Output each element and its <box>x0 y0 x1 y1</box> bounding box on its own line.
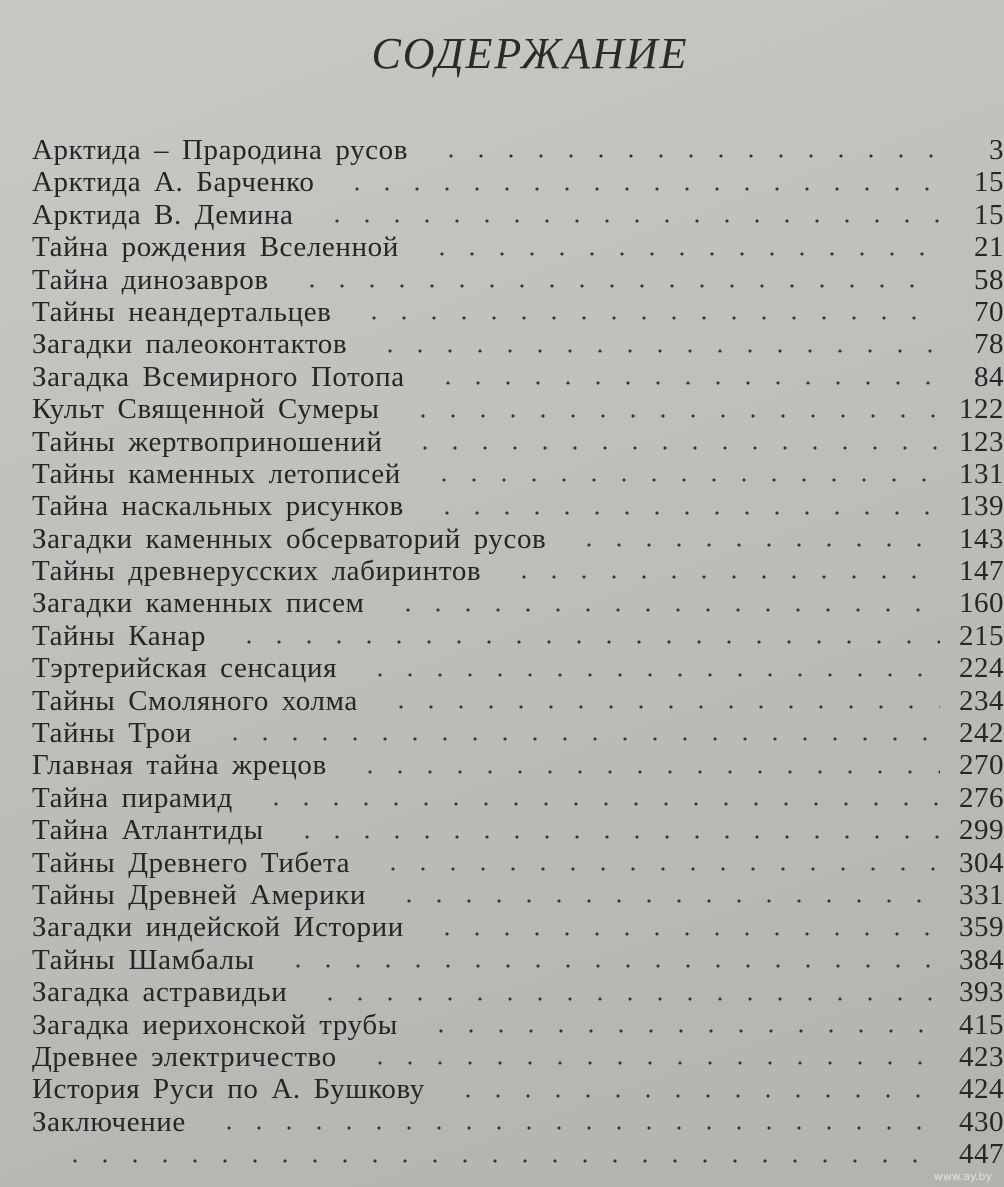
toc-entry-title: Загадка Всемирного Потопа <box>32 360 405 393</box>
dot-leader <box>369 349 940 353</box>
toc-entry-title: Древнее электричество <box>32 1040 337 1073</box>
toc-page-number: 242 <box>959 717 1004 750</box>
toc-page-number: 215 <box>959 619 1004 652</box>
toc-page-number: 270 <box>959 749 1004 782</box>
dot-leader <box>336 187 940 191</box>
toc-entry-title: Загадки палеоконтактов <box>32 328 348 361</box>
toc-entry-title: Тайны Канар <box>32 619 206 652</box>
toc-entry <box>32 393 1004 426</box>
dot-leader <box>372 867 940 871</box>
toc-entry-title: Тайна динозавров <box>32 263 269 296</box>
toc-entry <box>32 1105 1004 1138</box>
toc-entry <box>32 328 1004 361</box>
toc-entry <box>32 587 1004 620</box>
toc-page-number: 3 <box>989 134 1004 166</box>
dot-leader <box>423 478 940 482</box>
toc-page-number: 78 <box>974 328 1004 361</box>
toc-entry-title: Арктида – Прародина русов <box>32 134 409 166</box>
toc-entry <box>32 1138 1004 1171</box>
toc-entry-title: Загадки индейской Истории <box>32 911 404 944</box>
toc-entry-title: Тайна Атлантиды <box>32 814 264 847</box>
toc-entry <box>32 1073 1004 1106</box>
dot-leader <box>426 932 940 936</box>
toc-page-number: 424 <box>959 1073 1004 1106</box>
toc-entry-title: Тайна наскальных рисунков <box>32 490 404 523</box>
toc-page-number: 143 <box>959 522 1004 555</box>
toc-page-number: 131 <box>959 457 1004 490</box>
toc-entry <box>32 198 1004 231</box>
toc-entry-title: Тайны Трои <box>32 717 192 750</box>
toc-entry <box>32 846 1004 879</box>
dot-leader <box>402 414 940 418</box>
toc-entry-title: Тайны Древней Америки <box>32 878 367 911</box>
toc-page-number: 58 <box>974 263 1004 296</box>
toc-page-number: 276 <box>959 781 1004 814</box>
toc-entry-title: Тайна рождения Вселенной <box>32 231 399 264</box>
dot-leader <box>427 381 940 385</box>
toc-entry <box>32 1040 1004 1073</box>
dot-leader <box>309 997 940 1001</box>
dot-leader <box>349 770 940 774</box>
toc-entry <box>32 457 1004 490</box>
toc-entry-title: Арктида А. Барченко <box>32 166 315 199</box>
toc-entry-title: Загадка астравидьи <box>32 976 288 1009</box>
toc-page-number: 122 <box>959 393 1004 426</box>
toc-page-number: 15 <box>974 198 1004 231</box>
dot-leader <box>228 640 940 644</box>
toc-entry <box>32 781 1004 814</box>
dot-leader <box>388 899 940 903</box>
toc-entry <box>32 522 1004 555</box>
dot-leader <box>503 575 940 579</box>
toc-entry <box>32 490 1004 523</box>
toc-entry <box>32 166 1004 199</box>
toc-entry <box>32 425 1004 458</box>
toc-entry-title: Тэртерийская сенсация <box>32 652 338 685</box>
toc-entry <box>32 814 1004 847</box>
dot-leader <box>568 543 940 547</box>
dot-leader <box>353 316 940 320</box>
toc-entry-title: Тайны каменных летописей <box>32 457 401 490</box>
dot-leader <box>208 1126 940 1130</box>
page-title: СОДЕРЖАНИЕ <box>371 29 689 78</box>
dot-leader <box>421 252 940 256</box>
toc-entry <box>32 1008 1004 1041</box>
dot-leader <box>316 219 940 223</box>
toc-entry-title: История Руси по А. Бушкову <box>32 1073 425 1106</box>
dot-leader <box>214 737 940 741</box>
toc-entry <box>32 749 1004 782</box>
dot-leader <box>291 284 940 288</box>
toc-entry <box>32 360 1004 393</box>
toc-entry-title: Тайны неандертальцев <box>32 295 332 328</box>
toc-entry <box>32 295 1004 328</box>
dot-leader <box>447 1094 940 1098</box>
toc-page-number: 359 <box>959 911 1004 944</box>
toc-page-number: 224 <box>959 652 1004 685</box>
toc-entry <box>32 134 1004 166</box>
toc-entry-title: Тайны Смоляного холма <box>32 684 358 717</box>
dot-leader <box>54 1159 940 1163</box>
toc-entry <box>32 231 1004 264</box>
toc-entry-title: Загадки каменных обсерваторий русов <box>32 522 547 555</box>
dot-leader <box>404 446 940 450</box>
dot-leader <box>359 1061 940 1065</box>
toc-entry-title: Загадка иерихонской трубы <box>32 1008 398 1041</box>
toc-page-number: 384 <box>959 943 1004 976</box>
toc-entry <box>32 684 1004 717</box>
toc-page-number: 447 <box>959 1138 1004 1171</box>
dot-leader <box>359 673 940 677</box>
dot-leader <box>286 835 940 839</box>
watermark: www.ay.by <box>933 1170 992 1183</box>
toc-page-number: 299 <box>959 814 1004 847</box>
toc-page-number: 15 <box>974 166 1004 199</box>
toc-page-number: 331 <box>959 878 1004 911</box>
toc-page-number: 423 <box>959 1040 1004 1073</box>
toc-entry <box>32 555 1004 588</box>
toc-entry <box>32 943 1004 976</box>
toc-entry <box>32 976 1004 1009</box>
toc-entry-title: Главная тайна жрецов <box>32 749 327 782</box>
toc-page-number: 160 <box>959 587 1004 620</box>
dot-leader <box>380 705 940 709</box>
toc-page-number: 139 <box>959 490 1004 523</box>
toc-entry <box>32 717 1004 750</box>
toc-page-number: 234 <box>959 684 1004 717</box>
dot-leader <box>426 511 940 515</box>
toc-entry-title: Тайны жертвоприношений <box>32 425 383 458</box>
toc-entry-title: Заключение <box>32 1105 186 1138</box>
toc-page-number: 304 <box>959 846 1004 879</box>
dot-leader <box>255 802 940 806</box>
toc-page-number: 415 <box>959 1008 1004 1041</box>
toc-page-number: 70 <box>974 295 1004 328</box>
toc-entry-title: Загадки каменных писем <box>32 587 365 620</box>
dot-leader <box>430 154 940 158</box>
toc-entry-title: Тайны Древнего Тибета <box>32 846 351 879</box>
toc-entry-title: Тайны древнерусских лабиринтов <box>32 555 482 588</box>
toc-page-number: 393 <box>959 976 1004 1009</box>
dot-leader <box>420 1029 940 1033</box>
toc-entry-title: Тайна пирамид <box>32 781 233 814</box>
toc-entry <box>32 878 1004 911</box>
toc-entry-title: Тайны Шамбалы <box>32 943 255 976</box>
toc-entry <box>32 619 1004 652</box>
dot-leader <box>277 964 940 968</box>
table-of-contents <box>32 134 1004 1171</box>
toc-entry <box>32 263 1004 296</box>
toc-page-number: 84 <box>974 360 1004 393</box>
toc-entry <box>32 652 1004 685</box>
toc-entry-title: Арктида В. Демина <box>32 198 294 231</box>
toc-page-number: 147 <box>959 555 1004 588</box>
dot-leader <box>387 608 941 612</box>
toc-page-number: 123 <box>959 425 1004 458</box>
toc-entry-title: Культ Священной Сумеры <box>32 393 380 426</box>
toc-entry <box>32 911 1004 944</box>
toc-page-number: 430 <box>959 1105 1004 1138</box>
toc-page-number: 21 <box>974 231 1004 264</box>
